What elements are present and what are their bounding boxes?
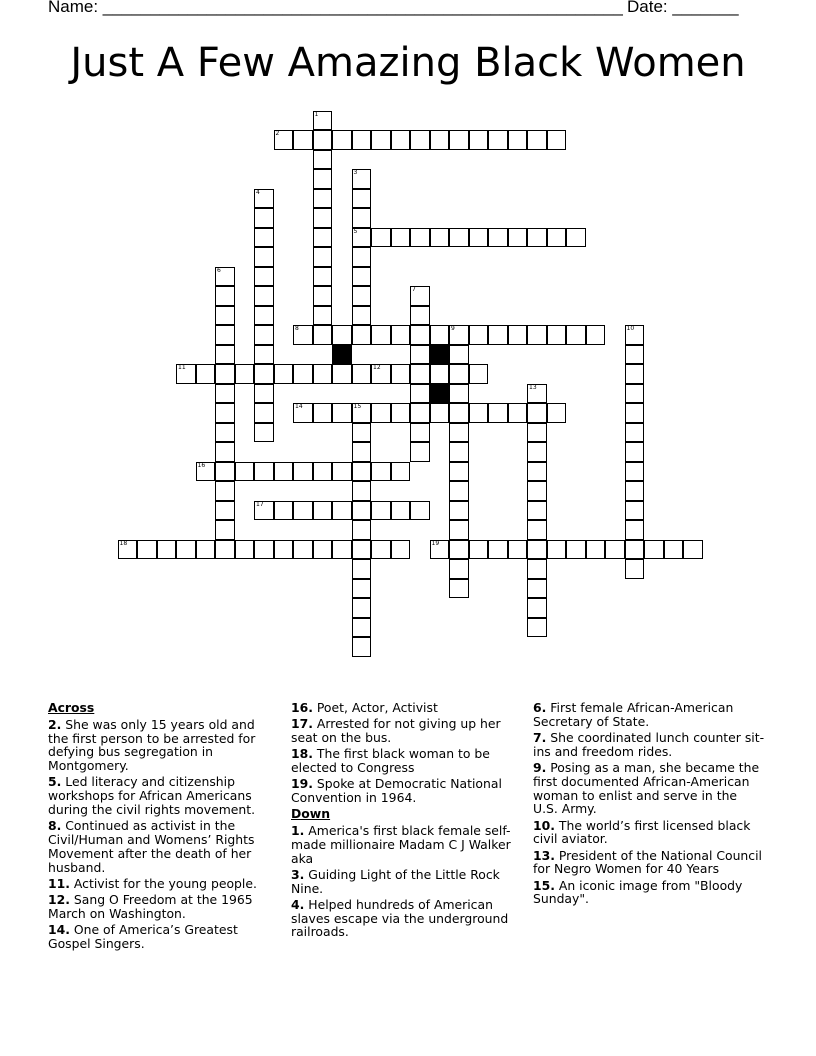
- grid-cell[interactable]: [625, 345, 645, 365]
- grid-cell[interactable]: [527, 228, 547, 248]
- grid-cell[interactable]: [508, 540, 528, 560]
- grid-cell[interactable]: [176, 364, 196, 384]
- cell-number: 8: [295, 325, 299, 332]
- grid-cell[interactable]: [352, 189, 372, 209]
- grid-cell[interactable]: [527, 481, 547, 501]
- grid-cell[interactable]: [254, 189, 274, 209]
- grid-cell[interactable]: [215, 462, 235, 482]
- cell-number: 11: [178, 364, 186, 371]
- grid-cell[interactable]: [352, 228, 372, 248]
- grid-cell[interactable]: [254, 540, 274, 560]
- grid-cell[interactable]: [332, 501, 352, 521]
- grid-cell[interactable]: [547, 403, 567, 423]
- grid-cell[interactable]: [352, 208, 372, 228]
- grid-cell[interactable]: [449, 228, 469, 248]
- grid-cell[interactable]: [449, 325, 469, 345]
- clues-column-1: [48, 701, 270, 953]
- grid-cell[interactable]: [371, 462, 391, 482]
- grid-cell[interactable]: [254, 267, 274, 287]
- clues-column-2: [291, 701, 521, 941]
- grid-cell[interactable]: [352, 306, 372, 326]
- grid-cell[interactable]: [313, 501, 333, 521]
- grid-cell[interactable]: [352, 462, 372, 482]
- grid-cell[interactable]: [235, 462, 255, 482]
- grid-cell[interactable]: [547, 540, 567, 560]
- grid-cell[interactable]: [508, 403, 528, 423]
- grid-cell[interactable]: [430, 130, 450, 150]
- grid-cell[interactable]: [449, 364, 469, 384]
- grid-cell[interactable]: [254, 247, 274, 267]
- grid-cell[interactable]: [410, 325, 430, 345]
- grid-cell[interactable]: [371, 403, 391, 423]
- clue-down-10: 10. The world’s first licensed black civil aviator.: [533, 817, 751, 847]
- grid-cell[interactable]: [430, 540, 450, 560]
- grid-cell[interactable]: [449, 423, 469, 443]
- grid-cell[interactable]: [469, 228, 489, 248]
- grid-cell[interactable]: [215, 501, 235, 521]
- grid-cell[interactable]: [254, 384, 274, 404]
- grid-cell[interactable]: [274, 462, 294, 482]
- grid-cell[interactable]: [508, 130, 528, 150]
- clue-across-16: 16. Poet, Actor, Activist: [291, 700, 438, 715]
- grid-cell[interactable]: [469, 364, 489, 384]
- grid-cell[interactable]: [352, 247, 372, 267]
- grid-cell[interactable]: [313, 267, 333, 287]
- grid-cell[interactable]: [313, 364, 333, 384]
- grid-cell[interactable]: [313, 403, 333, 423]
- grid-cell[interactable]: [352, 130, 372, 150]
- clue-down-15: 15. An iconic image from "Bloody Sunday".: [533, 877, 743, 907]
- grid-cell[interactable]: [274, 501, 294, 521]
- grid-cell[interactable]: [508, 325, 528, 345]
- cell-number: 10: [626, 325, 635, 332]
- grid-cell[interactable]: [332, 462, 352, 482]
- grid-cell[interactable]: [313, 286, 333, 306]
- grid-cell[interactable]: [254, 423, 274, 443]
- grid-cell[interactable]: [332, 130, 352, 150]
- grid-cell[interactable]: [332, 403, 352, 423]
- grid-cell[interactable]: [235, 540, 255, 560]
- grid-cell[interactable]: [410, 384, 430, 404]
- grid-cell[interactable]: [352, 501, 372, 521]
- cell-number: 19: [431, 539, 440, 547]
- grid-cell[interactable]: [527, 540, 547, 560]
- grid-cell[interactable]: [254, 403, 274, 423]
- grid-cell[interactable]: [371, 364, 391, 384]
- grid-cell[interactable]: [449, 501, 469, 521]
- grid-cell[interactable]: [215, 384, 235, 404]
- grid-cell[interactable]: [371, 130, 391, 150]
- grid-cell[interactable]: [449, 345, 469, 365]
- grid-cell[interactable]: [254, 501, 274, 521]
- grid-cell[interactable]: [566, 325, 586, 345]
- black-cell: [430, 384, 450, 404]
- grid-cell[interactable]: [332, 540, 352, 560]
- grid-cell[interactable]: [352, 598, 372, 618]
- cell-number: 13: [529, 383, 537, 391]
- grid-cell[interactable]: [449, 540, 469, 560]
- grid-cell[interactable]: [410, 130, 430, 150]
- grid-cell[interactable]: [625, 442, 645, 462]
- grid-cell[interactable]: [371, 325, 391, 345]
- clue-across-19: 19. Spoke at Democratic National Convention in 1964.: [291, 776, 502, 805]
- cell-number: 5: [353, 227, 358, 235]
- clue-down-7: 7. She coordinated lunch counter sit-ins and freedom rides.: [533, 729, 765, 759]
- grid-cell[interactable]: [527, 462, 547, 482]
- grid-cell[interactable]: [625, 423, 645, 443]
- grid-cell[interactable]: [293, 462, 313, 482]
- grid-cell[interactable]: [527, 501, 547, 521]
- grid-cell[interactable]: [293, 364, 313, 384]
- name-field[interactable]: Name: _______________________________________________________: [48, 0, 623, 16]
- grid-cell[interactable]: [391, 540, 411, 560]
- grid-cell[interactable]: [410, 442, 430, 462]
- grid-cell[interactable]: [410, 403, 430, 423]
- grid-cell[interactable]: [469, 540, 489, 560]
- clue-across-8: 8. Continued as activist in the Civil/Human and Womens’ Rights Movement after the death of her husband.: [48, 818, 255, 875]
- grid-cell[interactable]: [176, 540, 196, 560]
- grid-cell[interactable]: [352, 540, 372, 560]
- grid-cell[interactable]: [508, 228, 528, 248]
- grid-cell[interactable]: [527, 442, 547, 462]
- grid-cell[interactable]: [254, 325, 274, 345]
- puzzle-title: Just A Few Amazing Black Women: [70, 40, 746, 86]
- grid-cell[interactable]: [254, 306, 274, 326]
- grid-cell[interactable]: [352, 403, 372, 423]
- grid-cell[interactable]: [625, 384, 645, 404]
- clue-across-11: 11. Activist for the young people.: [48, 875, 257, 891]
- grid-cell[interactable]: [391, 403, 411, 423]
- cell-number: 14: [295, 403, 303, 410]
- grid-cell[interactable]: [215, 520, 235, 540]
- grid-cell[interactable]: [527, 559, 547, 579]
- grid-cell[interactable]: [469, 325, 489, 345]
- grid-cell[interactable]: [527, 579, 547, 599]
- grid-cell[interactable]: [547, 130, 567, 150]
- grid-cell[interactable]: [352, 325, 372, 345]
- grid-cell[interactable]: [118, 540, 138, 560]
- grid-cell[interactable]: [644, 540, 664, 560]
- grid-cell[interactable]: [215, 403, 235, 423]
- grid-cell[interactable]: [527, 423, 547, 443]
- grid-cell[interactable]: [449, 462, 469, 482]
- grid-cell[interactable]: [391, 130, 411, 150]
- grid-cell[interactable]: [215, 286, 235, 306]
- grid-cell[interactable]: [625, 520, 645, 540]
- grid-cell[interactable]: [352, 481, 372, 501]
- grid-cell[interactable]: [371, 501, 391, 521]
- grid-cell[interactable]: [215, 325, 235, 345]
- cell-number: 2: [275, 130, 280, 137]
- down-heading: Down: [291, 806, 331, 822]
- clue-down-1: 1. America's first black female self-made millionaire Madam C J Walker aka: [291, 822, 511, 866]
- grid-cell[interactable]: [352, 267, 372, 287]
- grid-cell[interactable]: [196, 462, 216, 482]
- grid-cell[interactable]: [352, 559, 372, 579]
- grid-cell[interactable]: [215, 442, 235, 462]
- grid-cell[interactable]: [313, 540, 333, 560]
- grid-cell[interactable]: [215, 540, 235, 560]
- grid-cell[interactable]: [293, 501, 313, 521]
- grid-cell[interactable]: [254, 364, 274, 384]
- grid-cell[interactable]: [313, 247, 333, 267]
- grid-cell[interactable]: [566, 540, 586, 560]
- cell-number: 17: [256, 500, 264, 508]
- grid-cell[interactable]: [313, 169, 333, 189]
- grid-cell[interactable]: [625, 462, 645, 482]
- grid-cell[interactable]: [449, 559, 469, 579]
- black-cell: [332, 345, 352, 365]
- grid-cell[interactable]: [430, 364, 450, 384]
- grid-cell[interactable]: [332, 364, 352, 384]
- cell-number: 3: [353, 169, 358, 176]
- cell-number: 12: [373, 364, 381, 371]
- grid-cell[interactable]: [215, 345, 235, 365]
- grid-cell[interactable]: [410, 364, 430, 384]
- grid-cell[interactable]: [625, 559, 645, 579]
- clue-across-2: 2. She was only 15 years old and the first person to be arrested for defying bus segregation in Montgomery.: [48, 716, 256, 774]
- grid-cell[interactable]: [527, 403, 547, 423]
- cell-number: 15: [353, 403, 362, 410]
- grid-cell[interactable]: [410, 306, 430, 326]
- grid-cell[interactable]: [215, 423, 235, 443]
- grid-cell[interactable]: [410, 501, 430, 521]
- grid-cell[interactable]: [488, 403, 508, 423]
- grid-cell[interactable]: [215, 481, 235, 501]
- across-heading: Across: [48, 700, 95, 715]
- grid-cell[interactable]: [215, 267, 235, 287]
- grid-cell[interactable]: [625, 364, 645, 384]
- grid-cell[interactable]: [254, 462, 274, 482]
- grid-cell[interactable]: [215, 306, 235, 326]
- cell-number: 9: [451, 325, 455, 332]
- clue-down-13: 13. President of the National Council for Negro Women for 40 Years: [533, 847, 762, 877]
- grid-cell[interactable]: [391, 228, 411, 248]
- grid-cell[interactable]: [449, 442, 469, 462]
- clue-down-9: 9. Posing as a man, she became the first documented African-American woman to enlist and serve in the U.S. Army.: [533, 759, 760, 817]
- grid-cell[interactable]: [352, 169, 372, 189]
- grid-cell[interactable]: [488, 540, 508, 560]
- grid-cell[interactable]: [313, 111, 333, 131]
- grid-cell[interactable]: [430, 403, 450, 423]
- clues-column-3: [533, 701, 765, 909]
- clue-down-6: 6. First female African-American Secretary of State.: [533, 700, 734, 729]
- clue-across-18: 18. The first black woman to be elected to Congress: [291, 746, 490, 775]
- grid-cell[interactable]: [625, 403, 645, 423]
- grid-cell[interactable]: [254, 228, 274, 248]
- grid-cell[interactable]: [293, 130, 313, 150]
- grid-cell[interactable]: [313, 462, 333, 482]
- grid-cell[interactable]: [586, 325, 606, 345]
- grid-cell[interactable]: [605, 540, 625, 560]
- grid-cell[interactable]: [527, 520, 547, 540]
- grid-cell[interactable]: [527, 384, 547, 404]
- cell-number: 18: [119, 539, 128, 547]
- cell-number: 16: [197, 461, 206, 469]
- grid-cell[interactable]: [391, 462, 411, 482]
- grid-cell[interactable]: [196, 364, 216, 384]
- grid-cell[interactable]: [430, 228, 450, 248]
- black-cell: [430, 345, 450, 365]
- grid-cell[interactable]: [527, 325, 547, 345]
- grid-cell[interactable]: [625, 540, 645, 560]
- grid-cell[interactable]: [527, 598, 547, 618]
- grid-cell[interactable]: [274, 364, 294, 384]
- grid-cell[interactable]: [254, 208, 274, 228]
- grid-cell[interactable]: [254, 286, 274, 306]
- grid-cell[interactable]: [449, 579, 469, 599]
- grid-cell[interactable]: [137, 540, 157, 560]
- clue-across-17: 17. Arrested for not giving up her seat on the bus.: [291, 716, 501, 745]
- grid-cell[interactable]: [527, 130, 547, 150]
- grid-cell[interactable]: [313, 325, 333, 345]
- grid-cell[interactable]: [313, 189, 333, 209]
- grid-cell[interactable]: [391, 501, 411, 521]
- grid-cell[interactable]: [371, 540, 391, 560]
- grid-cell[interactable]: [274, 540, 294, 560]
- grid-cell[interactable]: [566, 228, 586, 248]
- date-field[interactable]: Date: _______: [627, 0, 739, 16]
- grid-cell[interactable]: [449, 384, 469, 404]
- clue-down-4: 4. Helped hundreds of American slaves escape via the underground railroads.: [291, 896, 509, 940]
- cell-number: 1: [314, 110, 319, 118]
- grid-cell[interactable]: [235, 364, 255, 384]
- grid-cell[interactable]: [352, 364, 372, 384]
- clue-down-3: 3. Guiding Light of the Little Rock Nine.: [291, 866, 500, 896]
- grid-cell[interactable]: [586, 540, 606, 560]
- grid-cell[interactable]: [410, 423, 430, 443]
- cell-number: 6: [217, 266, 221, 274]
- grid-cell[interactable]: [410, 228, 430, 248]
- grid-cell[interactable]: [352, 520, 372, 540]
- grid-cell[interactable]: [430, 325, 450, 345]
- grid-cell[interactable]: [488, 325, 508, 345]
- grid-cell[interactable]: [410, 286, 430, 306]
- grid-cell[interactable]: [371, 228, 391, 248]
- grid-cell[interactable]: [352, 423, 372, 443]
- grid-cell[interactable]: [332, 325, 352, 345]
- grid-cell[interactable]: [313, 130, 333, 150]
- grid-cell[interactable]: [527, 618, 547, 638]
- grid-cell[interactable]: [664, 540, 684, 560]
- cell-number: 4: [256, 188, 260, 196]
- grid-cell[interactable]: [410, 345, 430, 365]
- grid-cell[interactable]: [469, 130, 489, 150]
- grid-cell[interactable]: [293, 540, 313, 560]
- grid-cell[interactable]: [352, 637, 372, 657]
- grid-cell[interactable]: [449, 481, 469, 501]
- grid-cell[interactable]: [313, 150, 333, 170]
- grid-cell[interactable]: [449, 130, 469, 150]
- grid-cell[interactable]: [449, 520, 469, 540]
- grid-cell[interactable]: [352, 286, 372, 306]
- grid-cell[interactable]: [293, 403, 313, 423]
- grid-cell[interactable]: [352, 442, 372, 462]
- clue-across-14: 14. One of America’s Greatest Gospel Singers.: [48, 921, 238, 951]
- cell-number: 7: [412, 286, 416, 293]
- grid-cell[interactable]: [683, 540, 703, 560]
- grid-cell[interactable]: [215, 364, 235, 384]
- grid-cell[interactable]: [352, 618, 372, 638]
- grid-cell[interactable]: [625, 325, 645, 345]
- grid-cell[interactable]: [391, 364, 411, 384]
- clue-across-12: 12. Sang O Freedom at the 1965 March on Washington.: [48, 891, 253, 921]
- grid-cell[interactable]: [391, 325, 411, 345]
- grid-cell[interactable]: [469, 403, 489, 423]
- grid-cell[interactable]: [274, 130, 294, 150]
- grid-cell[interactable]: [293, 325, 313, 345]
- grid-cell[interactable]: [313, 208, 333, 228]
- grid-cell[interactable]: [625, 501, 645, 521]
- grid-cell[interactable]: [488, 228, 508, 248]
- grid-cell[interactable]: [547, 228, 567, 248]
- grid-cell[interactable]: [625, 481, 645, 501]
- grid-cell[interactable]: [547, 325, 567, 345]
- grid-cell[interactable]: [449, 403, 469, 423]
- grid-cell[interactable]: [313, 306, 333, 326]
- grid-cell[interactable]: [313, 228, 333, 248]
- grid-cell[interactable]: [352, 579, 372, 599]
- grid-cell[interactable]: [196, 540, 216, 560]
- grid-cell[interactable]: [254, 345, 274, 365]
- clue-across-5: 5. Led literacy and citizenship workshops for African Americans during the civil rights movement.: [48, 774, 256, 817]
- grid-cell[interactable]: [157, 540, 177, 560]
- grid-cell[interactable]: [488, 130, 508, 150]
